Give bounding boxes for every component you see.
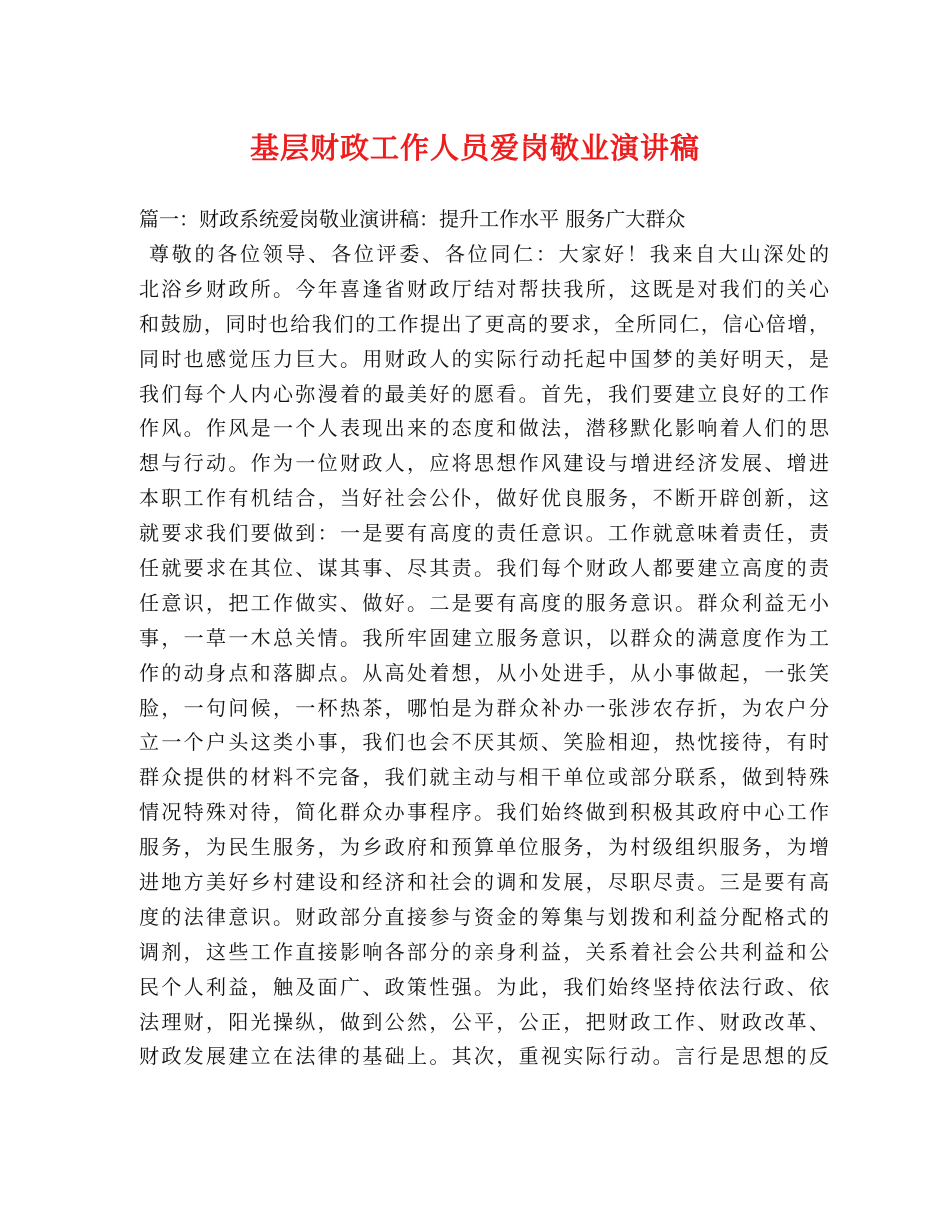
body-line: 调剂，这些工作直接影响各部分的亲身利益，关系着社会公共利益和公	[139, 939, 829, 964]
body-line: 尊敬的各位领导、各位评委、各位同仁：大家好！我来自大山深处的	[149, 242, 829, 266]
body-line: 情况特殊对待，简化群众办事程序。我们始终做到积极其政府中心工作	[139, 800, 829, 825]
body-line: 度的法律意识。财政部分直接参与资金的筹集与划拨和利益分配格式的	[139, 904, 829, 929]
body-line: 作的动身点和落脚点。从高处着想，从小处进手，从小事做起，一张笑	[139, 660, 829, 685]
body-line: 任就要求在其位、谋其事、尽其责。我们每个财政人都要建立高度的责	[139, 556, 829, 581]
body-line: 就要求我们要做到：一是要有高度的责任意识。工作就意味着责任，责	[139, 521, 829, 546]
body-line: 事，一草一木总关情。我所牢固建立服务意识，以群众的满意度作为工	[139, 625, 829, 650]
body-line: 同时也感觉压力巨大。用财政人的实际行动托起中国梦的美好明天，是	[139, 346, 829, 371]
body-line: 民个人利益，触及面广、政策性强。为此，我们始终坚持依法行政、依	[139, 974, 829, 999]
body-line: 和鼓励，同时也给我们的工作提出了更高的要求，全所同仁，信心倍增，	[139, 311, 829, 336]
body-line: 我们每个人内心弥漫着的最美好的愿看。首先，我们要建立良好的工作	[139, 381, 829, 406]
body-line: 群众提供的材料不完备，我们就主动与相干单位或部分联系，做到特殊	[139, 765, 829, 790]
body-line: 本职工作有机结合，当好社会公仆，做好优良服务，不断开辟创新，这	[139, 486, 829, 511]
body-line: 北浴乡财政所。今年喜逢省财政厅结对帮扶我所，这既是对我们的关心	[139, 276, 829, 301]
body-line: 想与行动。作为一位财政人，应将思想作风建设与增进经济发展、增进	[139, 451, 829, 476]
body-line: 脸，一句问候，一杯热茶，哪怕是为群众补办一张涉农存折，为农户分	[139, 695, 829, 720]
document-subtitle: 篇一：财政系统爱岗敬业演讲稿：提升工作水平 服务广大群众	[139, 207, 686, 231]
body-line: 财政发展建立在法律的基础上。其次，重视实际行动。言行是思想的反	[139, 1044, 829, 1069]
body-line: 服务，为民生服务，为乡政府和预算单位服务，为村级组织服务，为增	[139, 835, 829, 860]
body-line: 作风。作风是一个人表现出来的态度和做法，潜移默化影响着人们的思	[139, 416, 829, 441]
body-line: 任意识，把工作做实、做好。二是要有高度的服务意识。群众利益无小	[139, 590, 829, 615]
document-title: 基层财政工作人员爱岗敬业演讲稿	[249, 131, 700, 165]
body-line: 进地方美好乡村建设和经济和社会的调和发展，尽职尽责。三是要有高	[139, 870, 829, 895]
document-body	[139, 237, 829, 1074]
body-line: 立一个户头这类小事，我们也会不厌其烦、笑脸相迎，热忱接待，有时	[139, 730, 829, 755]
body-line: 法理财，阳光操纵，做到公然，公平，公正，把财政工作、财政改革、	[139, 1009, 829, 1034]
